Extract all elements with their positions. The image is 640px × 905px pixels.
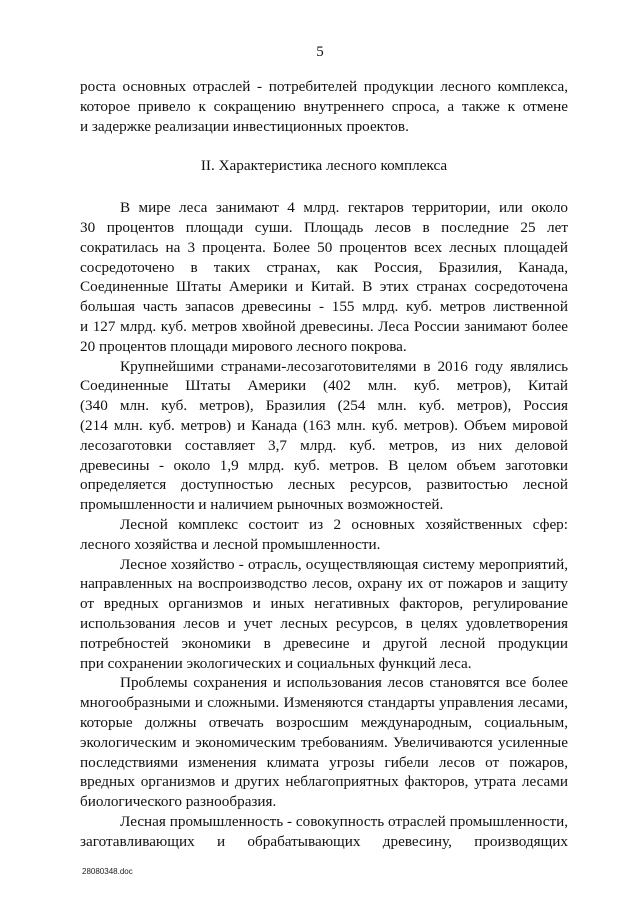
page-number: 5 bbox=[316, 44, 324, 60]
document-body bbox=[80, 77, 568, 851]
text-line: лесозаготовки составляет 3,7 млрд. куб. метров, из них деловой bbox=[80, 436, 568, 454]
text-line: Проблемы сохранения и использования лесов становятся все более bbox=[120, 674, 568, 692]
text-line: вредных организмов и других неблагоприятных факторов, утрата лесами bbox=[80, 773, 568, 791]
text-line: большая часть запасов древесины - 155 млрд. куб. метров лиственной bbox=[80, 298, 568, 316]
paragraph-world-forests bbox=[80, 198, 568, 356]
text-line: потребностей экономики в древесине и другой лесной продукции bbox=[80, 634, 568, 652]
text-line: использования лесов и учет лесных ресурсов, в целях удовлетворения bbox=[80, 614, 568, 632]
text-line: Крупнейшими странами-лесозаготовителями в 2016 году являлись bbox=[120, 357, 568, 375]
paragraph-forest-industry bbox=[80, 812, 568, 852]
section-title: II. Характеристика лесного комплекса bbox=[200, 157, 448, 175]
text-line: (340 млн. куб. метров), Бразилия (254 млн. куб. метров), Россия bbox=[80, 397, 568, 415]
paragraph-forest-complex bbox=[80, 515, 568, 555]
paragraph-problems bbox=[80, 673, 568, 812]
text-line: направленных на воспроизводство лесов, охрану их от пожаров и защиту bbox=[80, 575, 568, 593]
text-line: 20 процентов площади мирового лесного покрова. bbox=[80, 337, 407, 355]
text-line: и задержке реализации инвестиционных проектов. bbox=[80, 117, 409, 135]
text-line: роста основных отраслей - потребителей продукции лесного комплекса, bbox=[80, 78, 568, 95]
text-line: и 127 млрд. куб. метров хвойной древесины. Леса России занимают более bbox=[80, 317, 568, 335]
text-line: при сохранении экологических и социальных функций леса. bbox=[80, 654, 472, 672]
text-line: сократилась на 3 процента. Более 50 процентов всех лесных площадей bbox=[80, 238, 568, 256]
text-line: древесины - около 1,9 млрд. куб. метров. В целом объем заготовки bbox=[80, 456, 568, 474]
footer-filename: 28080348.doc bbox=[82, 867, 133, 876]
text-line: от вредных организмов и иных негативных факторов, регулирование bbox=[80, 595, 568, 613]
text-line: Лесная промышленность - совокупность отраслей промышленности, bbox=[120, 812, 568, 830]
text-line: биологического разнообразия. bbox=[80, 793, 277, 811]
paragraph-logging-countries bbox=[80, 357, 568, 515]
text-line: заготавливающих и обрабатывающих древесину, производящих bbox=[80, 832, 568, 850]
text-line: многообразными и сложными. Изменяются стандарты управления лесами, bbox=[80, 694, 568, 712]
paragraph-forestry bbox=[80, 555, 568, 674]
text-line: последствиями изменения климата угрозы гибели лесов от пожаров, bbox=[80, 753, 568, 771]
text-line: Соединенные Штаты Америки и Китай. В этих странах сосредоточена bbox=[80, 278, 568, 296]
text-line: Лесной комплекс состоит из 2 основных хозяйственных сфер: bbox=[120, 515, 568, 533]
text-line: Соединенные Штаты Америки (402 млн. куб. метров), Китай bbox=[80, 377, 568, 395]
text-line: экологическим и экономическим требованиям. Увеличиваются усиленные bbox=[80, 733, 568, 751]
text-line: 30 процентов площади суши. Площадь лесов в последние 25 лет bbox=[80, 218, 568, 236]
text-line: определяется доступностью лесных ресурсов, развитостью лесной bbox=[80, 476, 568, 494]
intro-paragraph bbox=[80, 77, 568, 136]
text-line: промышленности и наличием рыночных возможностей. bbox=[80, 496, 444, 514]
text-line: сосредоточено в таких странах, как Россия, Бразилия, Канада, bbox=[80, 258, 568, 276]
text-line: которое привело к сокращению внутреннего спроса, а также к отмене bbox=[80, 97, 568, 115]
text-line: В мире леса занимают 4 млрд. гектаров территории, или около bbox=[120, 199, 568, 217]
text-line: (214 млн. куб. метров) и Канада (163 млн. куб. метров). Объем мировой bbox=[80, 416, 568, 434]
text-line: Лесное хозяйство - отрасль, осуществляющая систему мероприятий, bbox=[120, 555, 568, 573]
text-line: лесного хозяйства и лесной промышленности. bbox=[80, 535, 381, 553]
text-line: которые должны отвечать возросшим международным, социальным, bbox=[80, 713, 568, 731]
